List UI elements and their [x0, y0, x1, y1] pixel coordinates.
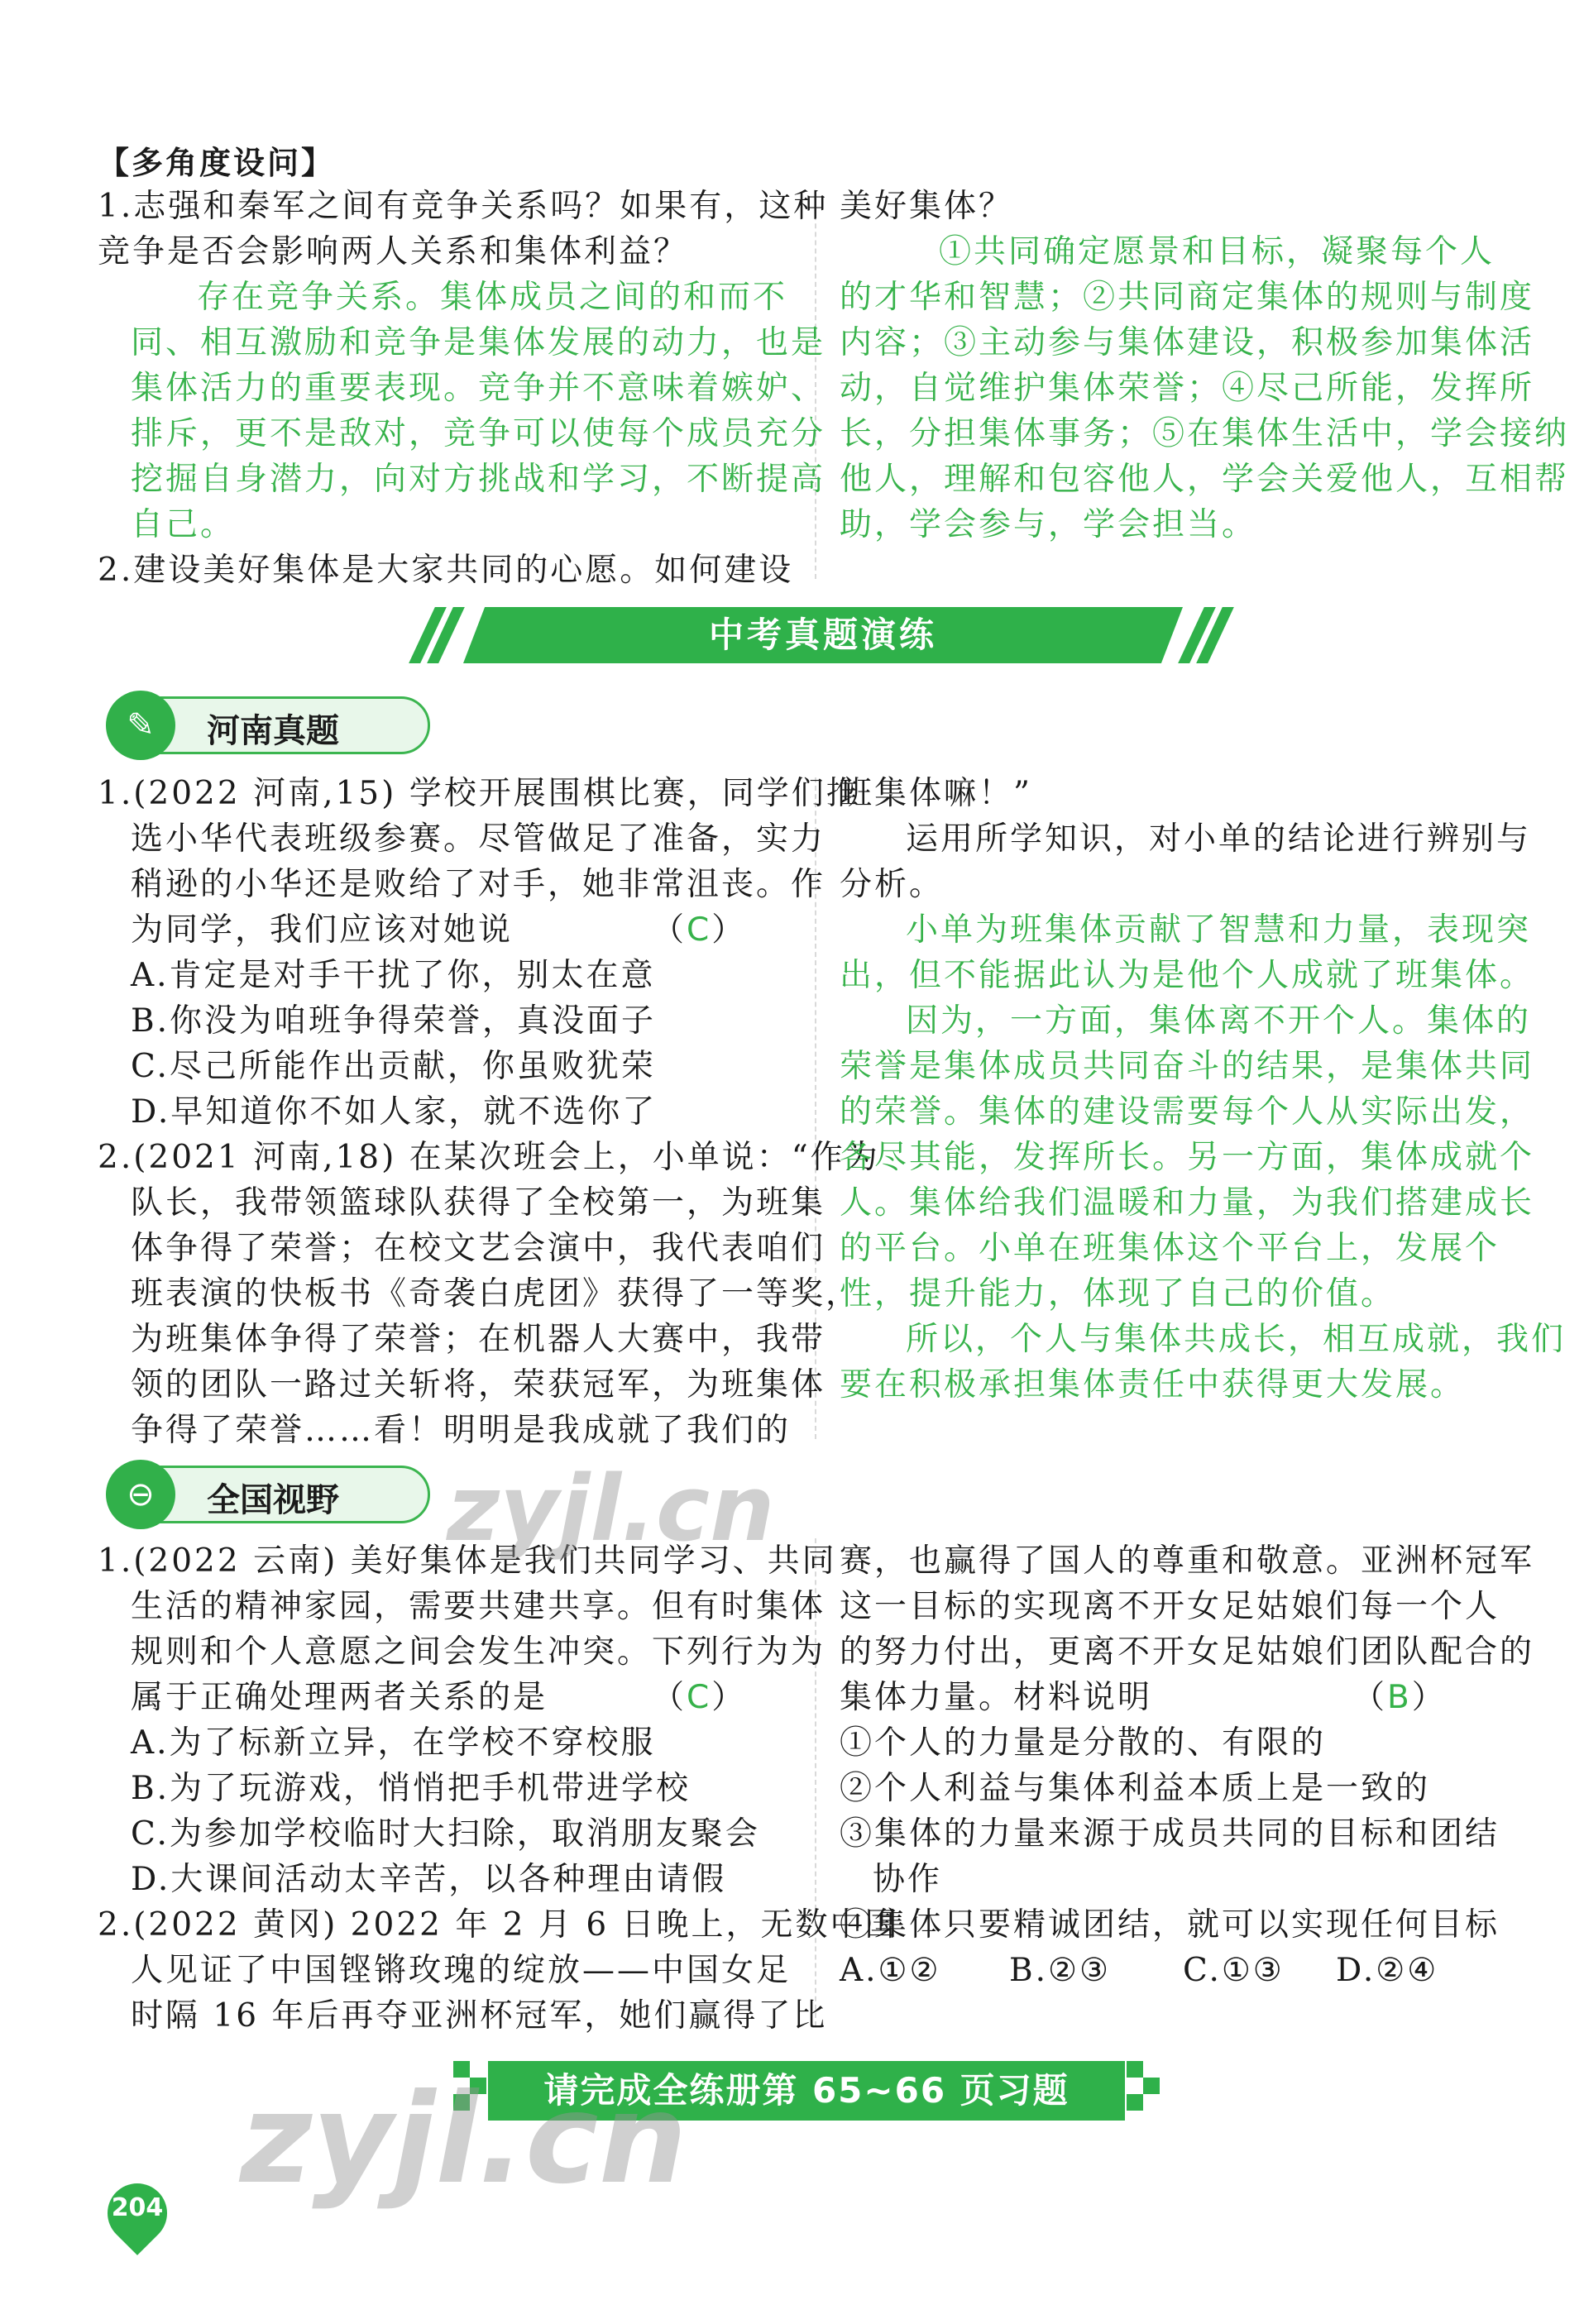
answer-2-line: 长，分担集体事务；⑤在集体生活中，学会接纳 — [840, 415, 1570, 452]
henan-q2-answer-line: 性，提升能力，体现了自己的价值。 — [840, 1275, 1396, 1313]
henan-q1-line: 为同学，我们应该对她说 — [131, 911, 514, 949]
henan-left-column — [98, 771, 880, 1453]
national-q2-statement: ④集体只要精诚团结，就可以实现任何目标 — [840, 1906, 1500, 1944]
henan-q1-option: A.肯定是对手干扰了你，别太在意 — [131, 957, 656, 994]
pencil-icon: ✎ — [106, 691, 175, 760]
henan-q2-line: 争得了荣誉……看！明明是我成就了我们的 — [131, 1412, 792, 1449]
exam-banner-title: 中考真题演练 — [708, 614, 937, 655]
national-q2-continuation: 赛，也赢得了国人的尊重和敬意。亚洲杯冠军 — [840, 1542, 1535, 1580]
national-q1-option: A.为了标新立异，在学校不穿校服 — [131, 1724, 656, 1762]
national-q2-stem-last-line — [840, 1675, 1501, 1720]
national-q2-continuation: 的努力付出，更离不开女足姑娘们团队配合的 — [840, 1633, 1535, 1671]
henan-q1-line: 1.(2022 河南,15) 学校开展围棋比赛，同学们推 — [98, 775, 861, 812]
national-q1-line: 规则和个人意愿之间会发生冲突。下列行为为 — [131, 1633, 826, 1671]
henan-q2-answer-line: 要在积极承担集体责任中获得更大发展。 — [840, 1366, 1466, 1403]
national-q2-answer-box — [1352, 1675, 1447, 1720]
national-q2-option: A.①② — [840, 1952, 941, 1989]
answer-1-line: 同、相互激励和竞争是集体发展的动力，也是 — [131, 324, 826, 361]
national-q1-option: D.大课间活动太辛苦，以各种理由请假 — [131, 1861, 727, 1898]
national-q2-continuation: 这一目标的实现离不开女足姑娘们每一个人 — [840, 1588, 1500, 1625]
national-q2-statement: ①个人的力量是分散的、有限的 — [840, 1724, 1327, 1762]
national-q2-line: 2.(2022 黄冈) 2022 年 2 月 6 日晚上，无数中国 — [98, 1906, 900, 1944]
henan-q2-answer-line: 因为，一方面，集体离不开个人。集体的 — [906, 1002, 1532, 1040]
henan-q2-answer-line: 的荣誉。集体的建设需要每个人从实际出发， — [840, 1093, 1535, 1131]
national-q2-statement: 协作 — [873, 1861, 943, 1898]
bracket-open: （ — [652, 1679, 687, 1716]
question-1-line: 竞争是否会影响两人关系和集体利益？ — [98, 233, 689, 270]
national-q1-option: B.为了玩游戏，悄悄把手机带进学校 — [131, 1770, 692, 1807]
footer-checker — [1127, 2094, 1143, 2111]
national-q2-options — [840, 1948, 1501, 1993]
henan-q1-answer-box — [652, 907, 746, 953]
question-2-line: 2.建设美好集体是大家共同的心愿。如何建设 — [98, 552, 794, 589]
answer-2-line: ①共同确定愿景和目标，凝聚每个人 — [939, 233, 1495, 270]
national-q1-answer: C — [687, 1679, 712, 1716]
footer-checker — [1127, 2061, 1143, 2078]
national-q2-continuation: 集体力量。材料说明 — [840, 1679, 1153, 1716]
top-right-column — [840, 184, 1569, 548]
henan-q1-option: C.尽己所能作出贡献，你虽败犹荣 — [131, 1048, 656, 1085]
national-q2-statement: ②个人利益与集体利益本质上是一致的 — [840, 1770, 1431, 1807]
answer-2-line: 的才华和智慧；②共同商定集体的规则与制度 — [840, 279, 1535, 316]
henan-q1-option: B.你没为咱班争得荣誉，真没面子 — [131, 1002, 657, 1040]
national-q2-statement: ③集体的力量来源于成员共同的目标和团结 — [840, 1815, 1500, 1853]
henan-q2-line: 领的团队一路过关斩将，荣获冠军，为班集体 — [131, 1366, 826, 1403]
footer-checker — [1143, 2078, 1160, 2094]
henan-q2-line: 2.(2021 河南,18) 在某次班会上，小单说：“作为 — [98, 1139, 880, 1176]
henan-q2-line: 队长，我带领篮球队获得了全校第一，为班集 — [131, 1184, 826, 1222]
henan-q1-last-line — [98, 907, 784, 953]
national-q1-option: C.为参加学校临时大扫除，取消朋友聚会 — [131, 1815, 760, 1853]
henan-q2-line: 班表演的快板书《奇袭白虎团》获得了一等奖， — [131, 1275, 861, 1313]
national-q1-line: 1.(2022 云南) 美好集体是我们共同学习、共同 — [98, 1542, 837, 1580]
answer-2-line: 动，自觉维护集体荣誉；④尽己所能，发挥所 — [840, 370, 1535, 407]
national-q2-option: C.①③ — [1183, 1952, 1285, 1989]
henan-q2-answer-line: 所以，个人与集体共成长，相互成就，我们 — [906, 1321, 1567, 1358]
page-number: 204 — [111, 2193, 164, 2222]
henan-q2-continuation: 班集体嘛！” — [840, 775, 1032, 812]
national-q1-answer-box — [652, 1675, 746, 1720]
henan-q1-line: 选小华代表班级参赛。尽管做足了准备，实力 — [131, 820, 826, 858]
link-icon: ⊖ — [106, 1460, 175, 1529]
bracket-open: （ — [1352, 1679, 1388, 1716]
answer-1-line: 自己。 — [131, 506, 236, 543]
watermark-logo: zyjl.cn — [447, 1456, 775, 1561]
national-q1-line: 属于正确处理两者关系的是 — [131, 1679, 548, 1716]
answer-2-line: 内容；③主动参与集体建设，积极参加集体活 — [840, 324, 1535, 361]
henan-q2-line: 为班集体争得了荣誉；在机器人大赛中，我带 — [131, 1321, 826, 1358]
henan-section-title: 河南真题 — [207, 712, 339, 750]
national-q2-option: D.②④ — [1336, 1952, 1439, 1989]
bracket-open: （ — [652, 911, 687, 949]
national-q1-last-line — [98, 1675, 784, 1720]
question-1-line: 1.志强和秦军之间有竞争关系吗？如果有，这种 — [98, 188, 829, 225]
top-left-column — [98, 184, 828, 593]
bracket-close: ） — [711, 1679, 747, 1716]
answer-2-line: 他人，理解和包容他人，学会关爱他人，互相帮 — [840, 461, 1570, 498]
henan-q2-answer-line: 出，但不能据此认为是他个人成就了班集体。 — [840, 957, 1535, 994]
bracket-close: ） — [711, 911, 747, 949]
henan-q1-line: 稍逊的小华还是败给了对手，她非常沮丧。作 — [131, 866, 826, 903]
footer-exercise-banner: 请完成全练册第 65~66 页习题 — [488, 2061, 1125, 2121]
answer-2-line: 助，学会参与，学会担当。 — [840, 506, 1257, 543]
answer-1-line: 存在竞争关系。集体成员之间的和而不 — [197, 279, 788, 316]
national-q2-line: 时隔 16 年后再夺亚洲杯冠军，她们赢得了比 — [131, 1997, 828, 2035]
henan-q2-answer-line: 小单为班集体贡献了智慧和力量，表现突 — [906, 911, 1532, 949]
answer-1-line: 排斥，更不是敌对，竞争可以使每个成员充分 — [131, 415, 826, 452]
henan-q2-answer-line: 人。集体给我们温暖和力量，为我们搭建成长 — [840, 1184, 1535, 1222]
bracket-close: ） — [1411, 1679, 1447, 1716]
national-q2-answer: B — [1387, 1679, 1412, 1716]
national-section-title: 全国视野 — [207, 1481, 339, 1519]
henan-q2-prompt: 运用所学知识，对小单的结论进行辨别与 — [906, 820, 1532, 858]
henan-right-column — [840, 771, 1566, 1408]
national-q1-line: 生活的精神家园，需要共建共享。但有时集体 — [131, 1588, 826, 1625]
henan-q2-answer-line: 荣誉是集体成员共同奋斗的结果，是集体共同 — [840, 1048, 1535, 1085]
henan-q1-option: D.早知道你不如人家，就不选你了 — [131, 1093, 658, 1131]
henan-q2-answer-line: 的平台。小单在班集体这个平台上，发展个 — [840, 1230, 1500, 1267]
national-q2-option: B.②③ — [1009, 1952, 1111, 1989]
section-heading-multi-angle: 【多角度设问】 — [98, 145, 336, 181]
national-left-column — [98, 1538, 900, 2039]
national-right-column — [840, 1538, 1534, 1993]
answer-1-line: 集体活力的重要表现。竞争并不意味着嫉妒、 — [131, 370, 826, 407]
question-2-continuation: 美好集体？ — [840, 188, 1014, 225]
watermark-logo: zyjl.cn — [240, 2068, 687, 2212]
henan-q2-answer-line: 各尽其能，发挥所长。另一方面，集体成就个 — [840, 1139, 1535, 1176]
henan-q2-line: 体争得了荣誉；在校文艺会演中，我代表咱们 — [131, 1230, 826, 1267]
national-q2-line: 人见证了中国铿锵玫瑰的绽放——中国女足 — [131, 1952, 792, 1989]
henan-q1-answer: C — [687, 911, 712, 949]
answer-1-line: 挖掘自身潜力，向对方挑战和学习，不断提高 — [131, 461, 826, 498]
henan-q2-prompt: 分析。 — [840, 866, 945, 903]
